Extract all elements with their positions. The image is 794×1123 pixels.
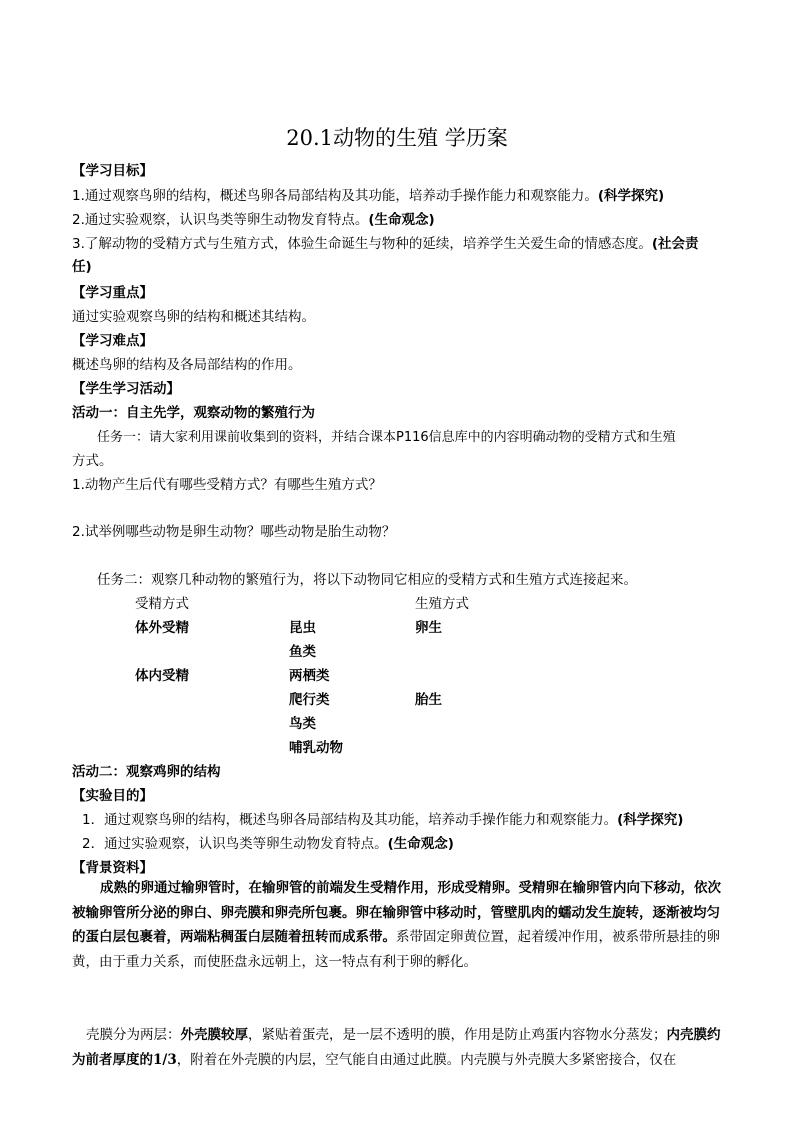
background-paragraph-2-d: 内壳膜约为前者厚度的1/3: [72, 1027, 721, 1068]
question-2: 2.试举例哪些动物是卵生动物？哪些动物是胎生动物？: [72, 524, 396, 540]
goal-item-2-tag: (生命观念): [368, 212, 435, 228]
column-fertilization-header: 受精方式: [135, 596, 189, 612]
question-1: 1.动物产生后代有哪些受精方式？有哪些生殖方式？: [72, 477, 382, 493]
animal-item: 两栖类: [289, 668, 330, 684]
page-title: 20.1动物的生殖 学历案: [286, 126, 508, 150]
animal-item: 鸟类: [289, 716, 316, 732]
focus-heading: 【学习重点】: [72, 285, 153, 301]
goals-heading: 【学习目标】: [72, 163, 153, 179]
column-reproduction-header: 生殖方式: [415, 596, 469, 612]
purpose-item-1-tag: (科学探究): [617, 812, 684, 828]
background-paragraph-2-e: ，附着在外壳膜的内层，空气能自由通过此膜。内壳膜与外壳膜大多紧密接合，仅在: [176, 1051, 677, 1068]
goal-item-1: [72, 186, 664, 206]
activity-2-title: 活动二：观察鸡卵的结构: [72, 764, 221, 780]
goal-item-2-text: 2.通过实验观察，认识鸟类等卵生动物发育特点。: [72, 212, 369, 228]
purpose-item-2-text: 2．通过实验观察，认识鸟类等卵生动物发育特点。: [82, 836, 388, 852]
background-paragraph-1-bold: 成熟的卵通过输卵管时，在输卵管的前端发生受精作用，形成受精卵。受精卵在输卵管内向下移动，依次被输卵管所分泌的卵白、卵壳膜和卵壳所包裹。卵在输卵管中移动时，管壁肌肉的蠕动发生旋转，逐渐被均匀的蛋白层包裹着，两端粘稠蛋白层随着扭转而成系带。: [72, 880, 721, 945]
background-paragraph-2-a: 壳膜分为两层：: [86, 1027, 181, 1043]
purpose-item-1: [82, 810, 683, 830]
purpose-item-2: [82, 834, 454, 854]
difficulty-heading: 【学习难点】: [72, 333, 153, 349]
goal-item-3-tag: (社会责: [651, 236, 699, 252]
animal-item: 鱼类: [289, 644, 316, 660]
activities-heading: 【学生学习活动】: [72, 381, 180, 397]
goal-item-3-text: 3.了解动物的受精方式与生殖方式，体验生命诞生与物种的延续，培养学生关爱生命的情感态度。: [72, 236, 652, 252]
background-paragraph-2-b: 外壳膜较厚: [180, 1027, 248, 1043]
background-paragraph-1: [72, 876, 722, 974]
fertilization-internal: 体内受精: [135, 668, 189, 684]
task-2: 任务二：观察几种动物的繁殖行为，将以下动物同它相应的受精方式和生殖方式连接起来。: [97, 572, 637, 588]
background-paragraph-2: [72, 1023, 722, 1072]
task-1-line-1: 任务一：请大家利用课前收集到的资料，并结合课本P116信息库中的内容明确动物的受精方式和生殖: [97, 430, 676, 445]
purpose-item-1-text: 1．通过观察鸟卵的结构，概述鸟卵各局部结构及其功能，培养动手操作能力和观察能力。: [82, 812, 618, 828]
reproduction-viviparous: 胎生: [415, 692, 442, 708]
reproduction-oviparous: 卵生: [415, 620, 442, 636]
purpose-heading: 【实验目的】: [72, 788, 153, 804]
difficulty-text: 概述鸟卵的结构及各局部结构的作用。: [72, 357, 302, 373]
background-paragraph-1-normal: 系带固定卵黄位置，起着缓冲作用，被系带所悬挂的卵黄，由于重力关系，而使胚盘永远朝上，这一特点有利于卵的孵化。: [72, 929, 720, 970]
goal-item-1-text: 1.通过观察鸟卵的结构，概述鸟卵各局部结构及其功能，培养动手操作能力和观察能力。: [72, 188, 598, 204]
goal-item-1-tag: (科学探究): [597, 188, 665, 204]
goal-item-3: [72, 234, 699, 254]
activity-1-title: 活动一：自主先学，观察动物的繁殖行为: [72, 405, 315, 421]
goal-item-3-tag-cont: 任): [72, 259, 92, 275]
task-1-line-2: 方式。: [72, 453, 113, 469]
focus-text: 通过实验观察鸟卵的结构和概述其结构。: [72, 309, 315, 325]
fertilization-external: 体外受精: [135, 620, 189, 636]
animal-item: 哺乳动物: [289, 740, 343, 756]
background-paragraph-2-c: ，紧贴着蛋壳，是一层不透明的膜，作用是防止鸡蛋内容物水分蒸发；: [248, 1027, 667, 1043]
animal-item: 爬行类: [289, 692, 330, 708]
purpose-item-2-tag: (生命观念): [387, 836, 454, 852]
goal-item-2: [72, 210, 435, 230]
background-heading: 【背景资料】: [72, 860, 153, 876]
animal-item: 昆虫: [289, 620, 316, 636]
